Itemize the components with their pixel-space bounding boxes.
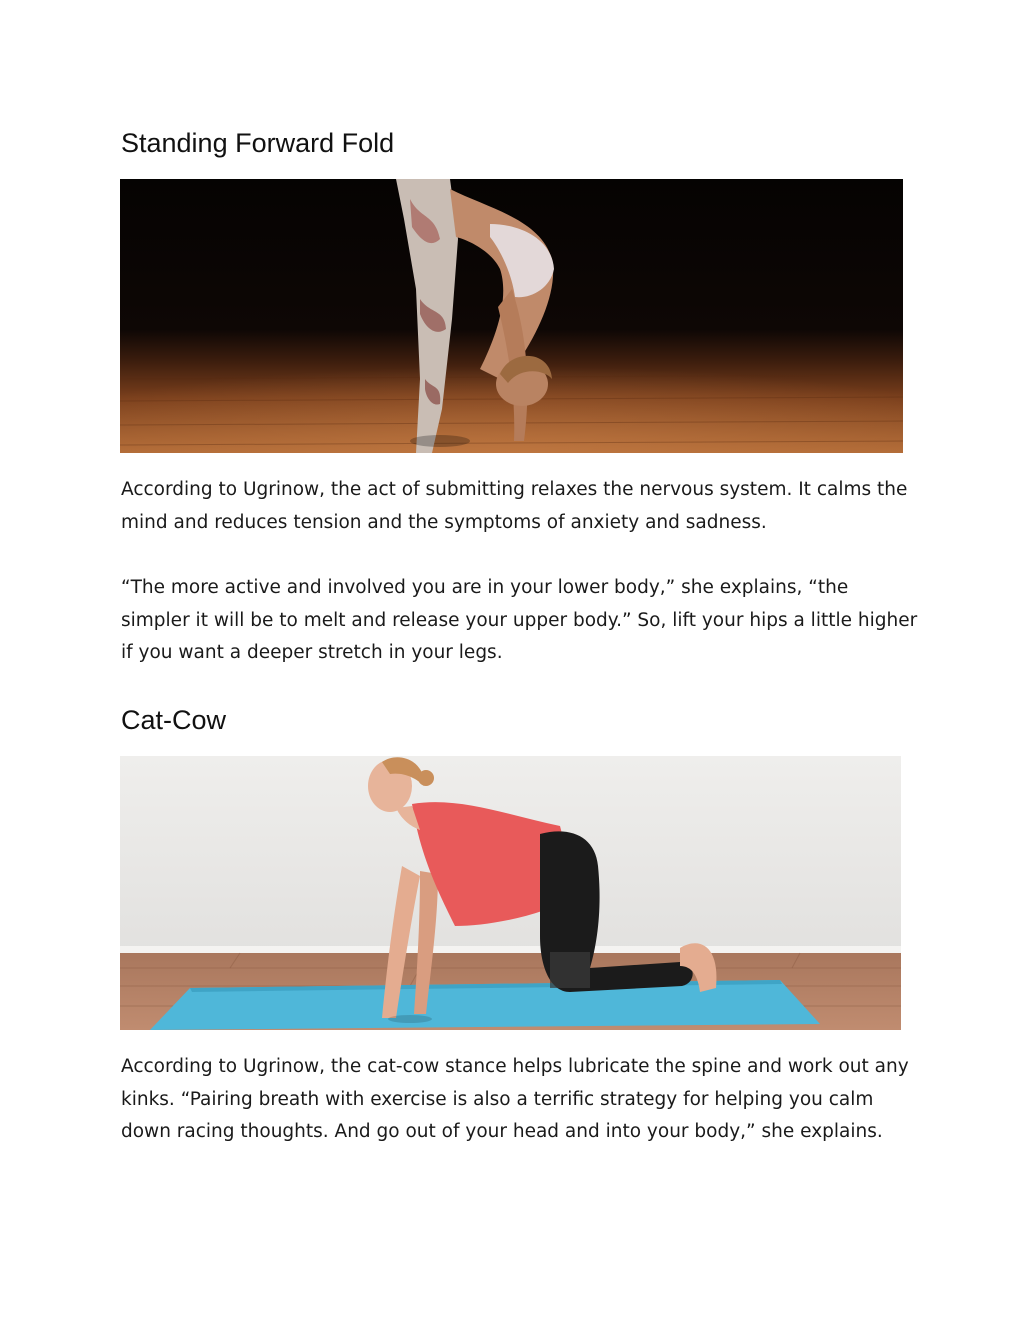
paragraph-cat-cow-benefits: According to Ugrinow, the cat-cow stance helps lubricate the spine and work out any kinks. “Pairing breath with exercise is also a terrific strategy for helping you calm down racing thoughts. And go out of your head and into your body,” she explains.: [121, 1056, 909, 1142]
paragraph-forward-fold-benefits: According to Ugrinow, the act of submitting relaxes the nervous system. It calms the mind and reduces tension and the symptoms of anxiety and sadness.: [121, 479, 908, 533]
paragraph-forward-fold-quote: “The more active and involved you are in your lower body,” she explains, “the simpler it will be to melt and release your upper body.” So, lift your hips a little higher if you want a deeper stretch in your legs.: [121, 577, 918, 663]
section-heading-cat-cow: Cat-Cow: [121, 705, 227, 735]
cat-cow-photo: [120, 756, 901, 1030]
section-heading-standing-forward-fold: Standing Forward Fold: [121, 128, 395, 158]
standing-forward-fold-photo: [120, 179, 903, 453]
cat-cow-illustration: [120, 756, 901, 1030]
standing-forward-fold-illustration: [120, 179, 903, 453]
